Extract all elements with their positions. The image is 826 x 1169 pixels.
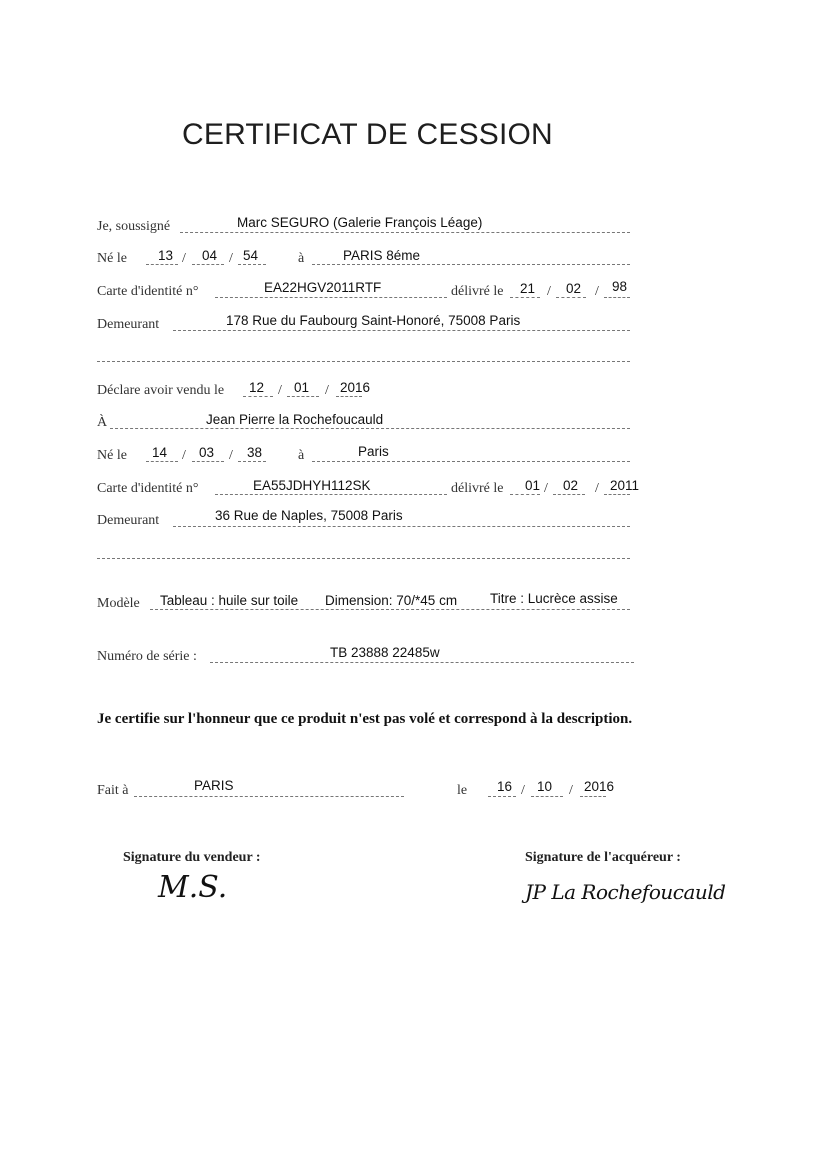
model-field[interactable]: Tableau : huile sur toile xyxy=(160,593,299,608)
label-soussigne: Je, soussigné xyxy=(97,219,171,234)
line-signed-month xyxy=(531,796,563,797)
label-seller-a: à xyxy=(298,251,305,266)
buyer-id-month-field[interactable]: 02 xyxy=(563,478,579,493)
label-seller-ne-le: Né le xyxy=(97,251,127,266)
signed-day-field[interactable]: 16 xyxy=(497,779,513,794)
line-buyer-birth-place xyxy=(312,461,630,462)
certification-statement: Je certifie sur l'honneur que ce produit n'est pas volé et correspond à la description. xyxy=(97,711,633,727)
line-seller-name xyxy=(180,232,630,233)
label-seller-demeurant: Demeurant xyxy=(97,317,160,332)
seller-birth-year-field[interactable]: 54 xyxy=(243,248,259,263)
date-separator: / xyxy=(229,448,233,463)
label-declare: Déclare avoir vendu le xyxy=(97,383,225,398)
line-buyer-id xyxy=(215,494,447,495)
seller-id-field[interactable]: EA22HGV2011RTF xyxy=(264,280,382,295)
sale-day-field[interactable]: 12 xyxy=(249,380,265,395)
label-buyer-a: À xyxy=(97,415,108,430)
buyer-birth-month-field[interactable]: 03 xyxy=(199,445,215,460)
seller-birth-day-field[interactable]: 13 xyxy=(158,248,174,263)
date-separator: / xyxy=(569,783,573,798)
buyer-birth-day-field[interactable]: 14 xyxy=(152,445,168,460)
buyer-signature-label: Signature de l'acquéreur : xyxy=(525,850,681,865)
label-numero-serie: Numéro de série : xyxy=(97,649,197,664)
date-separator: / xyxy=(595,481,599,496)
line-seller-birth-place xyxy=(312,264,630,265)
line-signed-year xyxy=(580,796,606,797)
document-title: CERTIFICAT DE CESSION xyxy=(182,118,553,151)
serial-field[interactable]: TB 23888 22485w xyxy=(330,645,440,660)
seller-id-month-field[interactable]: 02 xyxy=(566,281,582,296)
line-signed-day xyxy=(488,796,516,797)
label-seller-carte: Carte d'identité n° xyxy=(97,284,199,299)
date-separator: / xyxy=(182,448,186,463)
seller-birth-month-field[interactable]: 04 xyxy=(202,248,218,263)
line-model xyxy=(150,609,630,610)
label-buyer-demeurant: Demeurant xyxy=(97,513,160,528)
line-buyer-birth-month xyxy=(192,461,224,462)
signed-year-field[interactable]: 2016 xyxy=(584,779,615,794)
date-separator: / xyxy=(521,783,525,798)
seller-id-year-field[interactable]: 98 xyxy=(612,279,628,294)
label-seller-delivre: délivré le xyxy=(451,284,504,299)
dimension-field[interactable]: Dimension: 70/*45 cm xyxy=(325,593,458,608)
line-seller-id-month xyxy=(556,297,586,298)
line-seller-address xyxy=(173,330,630,331)
date-separator: / xyxy=(229,251,233,266)
line-buyer-address-2 xyxy=(97,558,630,559)
line-seller-address-2 xyxy=(97,361,630,362)
seller-signature-label: Signature du vendeur : xyxy=(123,850,261,865)
date-separator: / xyxy=(544,481,548,496)
line-seller-id-year xyxy=(604,297,630,298)
label-buyer-birth-a: à xyxy=(298,448,305,463)
sale-year-field[interactable]: 2016 xyxy=(340,380,371,395)
line-buyer-id-year xyxy=(604,494,630,495)
seller-signature: M.S. xyxy=(158,870,228,905)
seller-id-day-field[interactable]: 21 xyxy=(520,281,536,296)
line-seller-id-day xyxy=(510,297,540,298)
titre-field[interactable]: Titre : Lucrèce assise xyxy=(490,591,618,606)
line-seller-birth-month xyxy=(192,264,224,265)
date-separator: / xyxy=(182,251,186,266)
label-buyer-carte: Carte d'identité n° xyxy=(97,481,199,496)
buyer-id-year-field[interactable]: 2011 xyxy=(610,478,640,493)
buyer-id-day-field[interactable]: 01 xyxy=(525,478,541,493)
line-buyer-birth-day xyxy=(146,461,178,462)
date-separator: / xyxy=(595,284,599,299)
line-sale-day xyxy=(243,396,273,397)
date-separator: / xyxy=(325,383,329,398)
label-fait-a: Fait à xyxy=(97,783,129,798)
buyer-birth-year-field[interactable]: 38 xyxy=(247,445,263,460)
label-buyer-ne-le: Né le xyxy=(97,448,127,463)
line-serial xyxy=(210,662,634,663)
buyer-id-field[interactable]: EA55JDHYH112SK xyxy=(253,478,371,493)
label-buyer-delivre: délivré le xyxy=(451,481,504,496)
sale-month-field[interactable]: 01 xyxy=(294,380,310,395)
signed-month-field[interactable]: 10 xyxy=(537,779,553,794)
line-buyer-id-month xyxy=(553,494,585,495)
date-separator: / xyxy=(547,284,551,299)
buyer-address-field[interactable]: 36 Rue de Naples, 75008 Paris xyxy=(215,508,403,523)
signed-place-field[interactable]: PARIS xyxy=(194,778,234,793)
line-signed-place xyxy=(134,796,404,797)
line-seller-birth-year xyxy=(238,264,266,265)
line-seller-id xyxy=(215,297,447,298)
line-sale-month xyxy=(287,396,319,397)
seller-name-field[interactable]: Marc SEGURO (Galerie François Léage) xyxy=(237,215,483,230)
line-buyer-birth-year xyxy=(238,461,266,462)
seller-address-field[interactable]: 178 Rue du Faubourg Saint-Honoré, 75008 Paris xyxy=(226,313,521,328)
line-buyer-id-day xyxy=(510,494,540,495)
seller-birth-place-field[interactable]: PARIS 8éme xyxy=(343,248,421,263)
buyer-name-field[interactable]: Jean Pierre la Rochefoucauld xyxy=(206,412,384,427)
line-buyer-name xyxy=(110,428,630,429)
line-buyer-address xyxy=(173,526,630,527)
buyer-signature: JP La Rochefoucauld xyxy=(525,880,726,904)
label-le: le xyxy=(457,783,468,798)
label-modele: Modèle xyxy=(97,596,140,611)
buyer-birth-place-field[interactable]: Paris xyxy=(358,444,389,459)
date-separator: / xyxy=(278,383,282,398)
line-sale-year xyxy=(336,396,362,397)
line-seller-birth-day xyxy=(146,264,178,265)
